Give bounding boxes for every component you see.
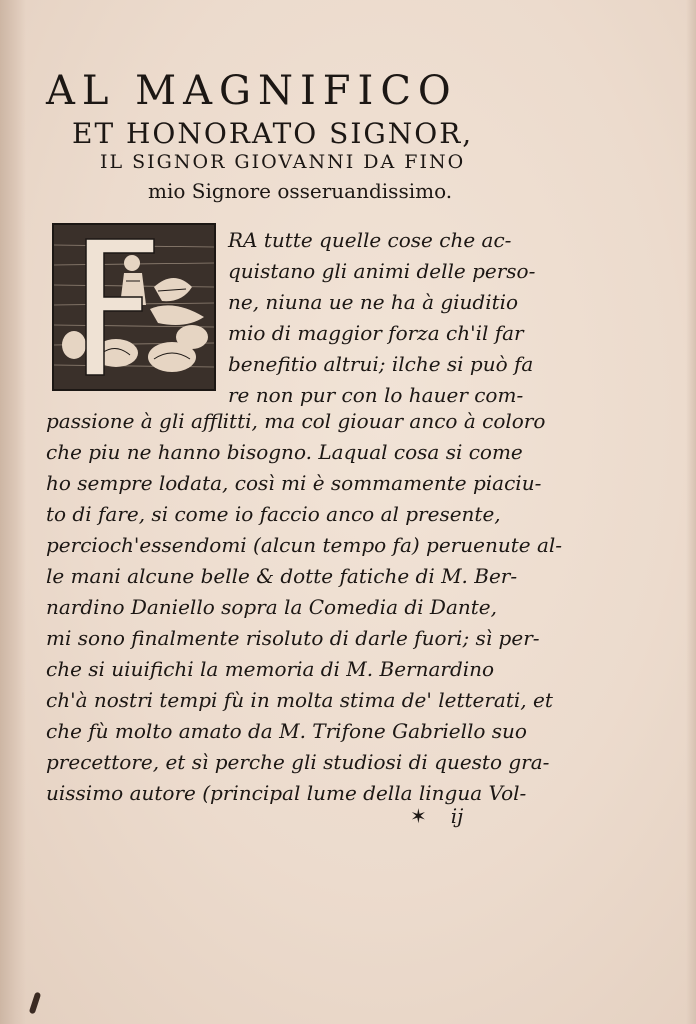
- dedication-title-line-2: ET HONORATO SIGNOR,: [72, 117, 474, 150]
- page-edge: [686, 0, 696, 1024]
- page-gutter: [0, 0, 26, 1024]
- text-line: le mani alcune belle & dotte fatiche di M. Ber-: [46, 564, 518, 588]
- text-line: percioch'essendomi (alcun tempo fa) peruenute al-: [46, 533, 563, 557]
- signature-mark: [410, 804, 463, 828]
- text-line: mi sono finalmente risoluto di darle fuori; sì per-: [46, 626, 540, 650]
- star-icon: ✶: [410, 804, 427, 828]
- text-line: mio di maggior forza ch'il far: [228, 321, 524, 345]
- text-line: passione à gli afflitti, ma col giouar anco à coloro: [46, 409, 546, 433]
- text-line: re non pur con lo hauer com-: [228, 383, 524, 407]
- text-line: RA tutte quelle cose che ac-: [228, 228, 512, 252]
- dedication-title-line-4: mio Signore osseruandissimo.: [148, 179, 453, 203]
- text-line: che piu ne hanno bisogno. Laqual cosa si come: [46, 440, 523, 464]
- woodcut-initial-f: [52, 223, 216, 391]
- text-line: precettore, et sì perche gli studiosi di questo gra-: [46, 750, 550, 774]
- indented-paragraph: [228, 225, 535, 411]
- full-width-paragraph: [46, 406, 562, 809]
- text-line: che fù molto amato da M. Trifone Gabriello suo: [46, 719, 527, 743]
- text-line: ch'à nostri tempi fù in molta stima de' letterati, et: [46, 688, 553, 712]
- text-line: che si uiuifichi la memoria di M. Bernardino: [46, 657, 495, 681]
- text-line: uissimo autore (principal lume della lingua Vol-: [46, 781, 527, 805]
- text-line: ne, niuna ue ne ha à giuditio: [228, 290, 519, 314]
- dedication-title-line-3: IL SIGNOR GIOVANNI DA FINO: [100, 151, 466, 173]
- ink-mark: [29, 992, 42, 1015]
- text-line: to di fare, si come io faccio anco al presente,: [46, 502, 501, 526]
- text-line: nardino Daniello sopra la Comedia di Dante,: [46, 595, 497, 619]
- woodcut-illustration: [54, 225, 214, 389]
- text-line: benefitio altrui; ilche si può fa: [228, 352, 534, 376]
- signature-label: ij: [450, 804, 464, 828]
- dedication-title-line-1: AL MAGNIFICO: [46, 68, 458, 114]
- text-line: ho sempre lodata, così mi è sommamente piaciu-: [46, 471, 542, 495]
- text-line: quistano gli animi delle perso-: [228, 259, 536, 283]
